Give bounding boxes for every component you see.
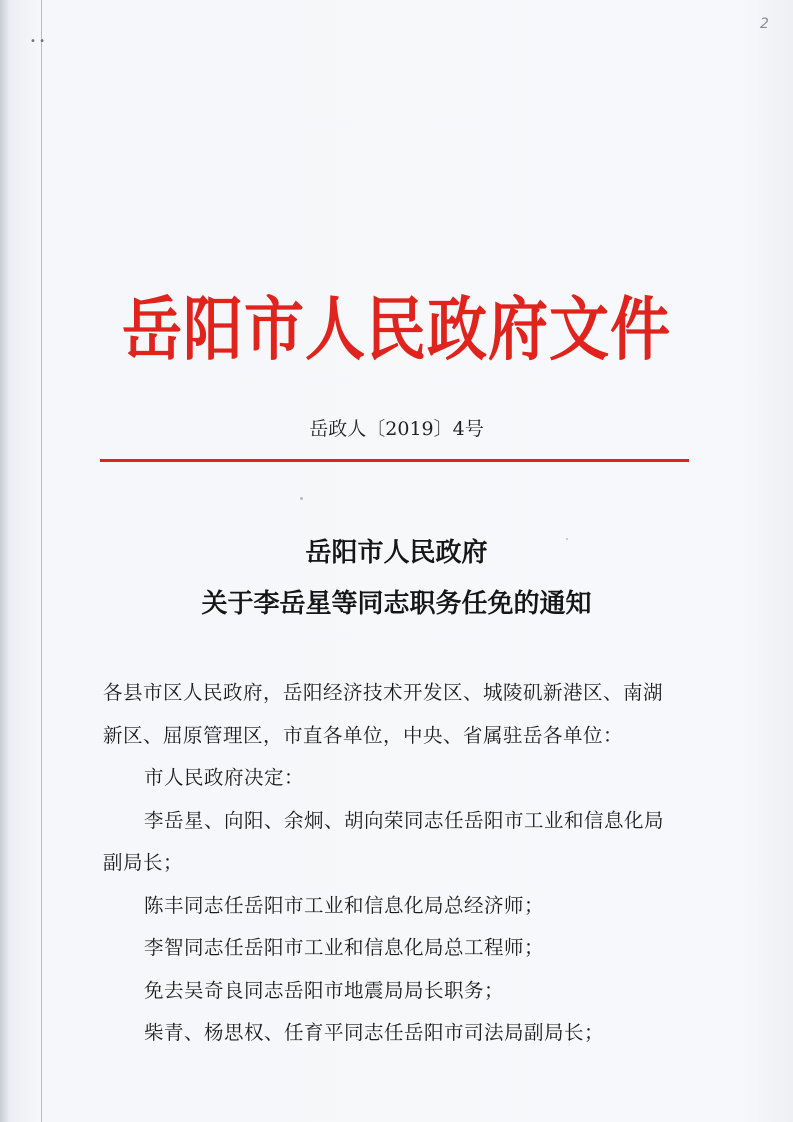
- scan-speck: [300, 497, 303, 500]
- body-line: 市人民政府决定：: [144, 766, 305, 789]
- handwritten-page-number: 2: [760, 16, 769, 32]
- body-line: 新区、屈原管理区，市直各单位，中央、省属驻岳各单位：: [103, 724, 624, 747]
- body-line: 柴青、杨思权、任育平同志任岳阳市司法局副局长；: [144, 1021, 605, 1044]
- body-line: 免去吴奇良同志岳阳市地震局局长职务；: [144, 979, 505, 1002]
- body-line: 李智同志任岳阳市工业和信息化局总工程师；: [144, 936, 545, 959]
- body-line: 陈丰同志任岳阳市工业和信息化局总经济师；: [144, 894, 545, 917]
- body-line: 李岳星、向阳、余炯、胡向荣同志任岳阳市工业和信息化局: [144, 809, 665, 832]
- body-line: 各县市区人民政府，岳阳经济技术开发区、城陵矶新港区、南湖: [103, 681, 664, 704]
- document-number: 岳政人〔2019〕4号: [309, 418, 484, 440]
- red-separator-rule: [100, 459, 689, 462]
- notice-title-line-1: 岳阳市人民政府: [305, 538, 488, 568]
- scan-mark: • •: [30, 36, 45, 47]
- body-line: 副局长；: [103, 851, 184, 874]
- notice-title-line-2: 关于李岳星等同志职务任免的通知: [201, 589, 592, 619]
- document-masthead: 岳阳市人民政府文件: [122, 289, 671, 371]
